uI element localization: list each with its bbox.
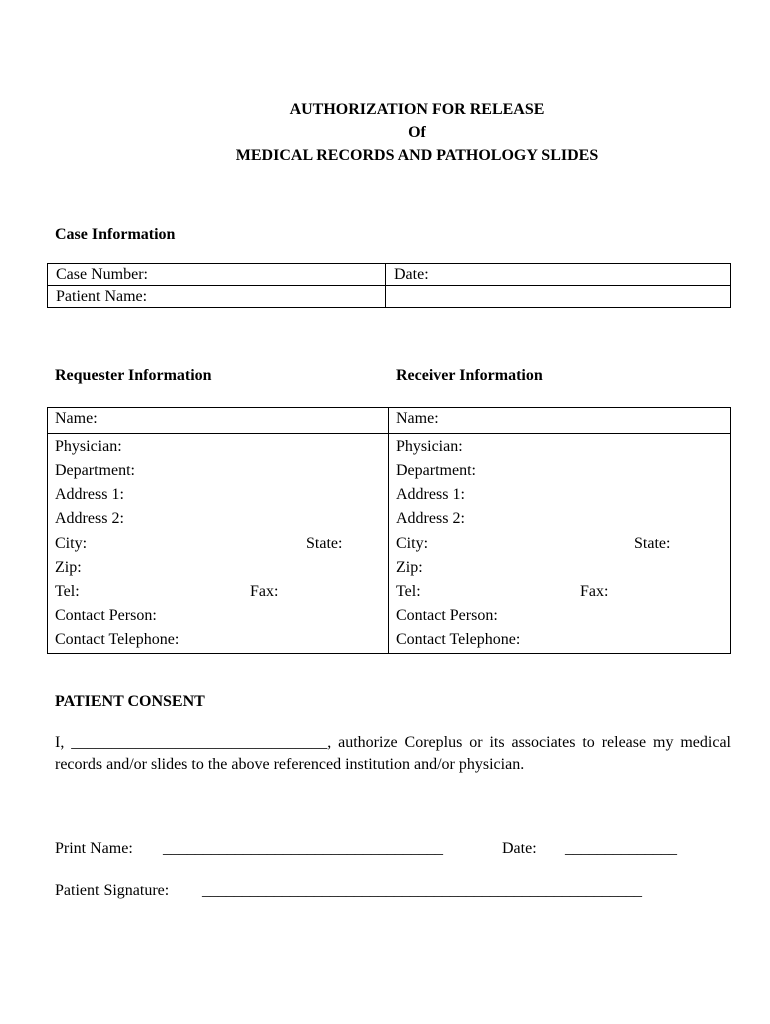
requester-zip-label: Zip: xyxy=(55,559,82,576)
case-number-field[interactable] xyxy=(48,264,386,286)
title-line-1: AUTHORIZATION FOR RELEASE xyxy=(289,101,545,118)
receiver-tel-label: Tel: xyxy=(396,583,421,600)
patient-name-label: Patient Name: xyxy=(56,287,148,305)
requester-city-label: City: xyxy=(55,535,88,552)
consent-text: , authorize Coreplus or its associates to release my medical records and/or slides to the above referenced institution and/or physician. xyxy=(55,734,732,773)
receiver-zip-label: Zip: xyxy=(396,559,423,576)
requester-tel-label: Tel: xyxy=(55,583,80,600)
requester-address1-label: Address 1: xyxy=(55,486,124,503)
patient-signature-line[interactable]: _______________________________________________________ xyxy=(202,882,642,899)
receiver-contact-telephone-label: Contact Telephone: xyxy=(396,631,521,648)
case-date-label: Date: xyxy=(394,265,429,283)
requester-information-heading: Requester Information xyxy=(55,367,212,384)
receiver-address2-label: Address 2: xyxy=(396,510,465,527)
print-name-line[interactable]: ___________________________________ xyxy=(163,840,443,857)
requester-name-divider xyxy=(47,433,389,434)
case-empty-cell xyxy=(386,286,731,308)
requester-fax-label: Fax: xyxy=(250,583,279,600)
consent-name-blank[interactable]: ________________________________ xyxy=(71,734,328,751)
patient-name-field[interactable] xyxy=(48,286,386,308)
receiver-city-label: City: xyxy=(396,535,429,552)
receiver-information-heading: Receiver Information xyxy=(396,367,543,384)
case-information-heading: Case Information xyxy=(55,226,176,243)
case-date-field[interactable] xyxy=(386,264,731,286)
requester-contact-person-label: Contact Person: xyxy=(55,607,157,624)
receiver-contact-person-label: Contact Person: xyxy=(396,607,498,624)
print-name-label: Print Name: xyxy=(55,840,133,857)
title-line-2: Of xyxy=(408,124,426,141)
receiver-address1-label: Address 1: xyxy=(396,486,465,503)
receiver-state-label: State: xyxy=(634,535,671,552)
consent-statement xyxy=(55,732,731,776)
document-title xyxy=(0,98,770,167)
receiver-name-label: Name: xyxy=(396,410,439,427)
patient-consent-heading: PATIENT CONSENT xyxy=(55,693,205,710)
signature-date-line[interactable]: ______________ xyxy=(565,840,677,857)
requester-department-label: Department: xyxy=(55,462,135,479)
patient-signature-label: Patient Signature: xyxy=(55,882,170,899)
receiver-department-label: Department: xyxy=(396,462,476,479)
case-number-label: Case Number: xyxy=(56,265,148,283)
title-line-3: MEDICAL RECORDS AND PATHOLOGY SLIDES xyxy=(235,147,599,164)
signature-date-label: Date: xyxy=(502,840,537,857)
consent-prefix: I, xyxy=(55,734,65,751)
requester-address2-label: Address 2: xyxy=(55,510,124,527)
requester-name-label: Name: xyxy=(55,410,98,427)
receiver-physician-label: Physician: xyxy=(396,438,463,455)
requester-physician-label: Physician: xyxy=(55,438,122,455)
receiver-fax-label: Fax: xyxy=(580,583,609,600)
requester-contact-telephone-label: Contact Telephone: xyxy=(55,631,180,648)
requester-state-label: State: xyxy=(306,535,343,552)
receiver-name-divider xyxy=(388,433,731,434)
case-information-table xyxy=(47,263,731,308)
